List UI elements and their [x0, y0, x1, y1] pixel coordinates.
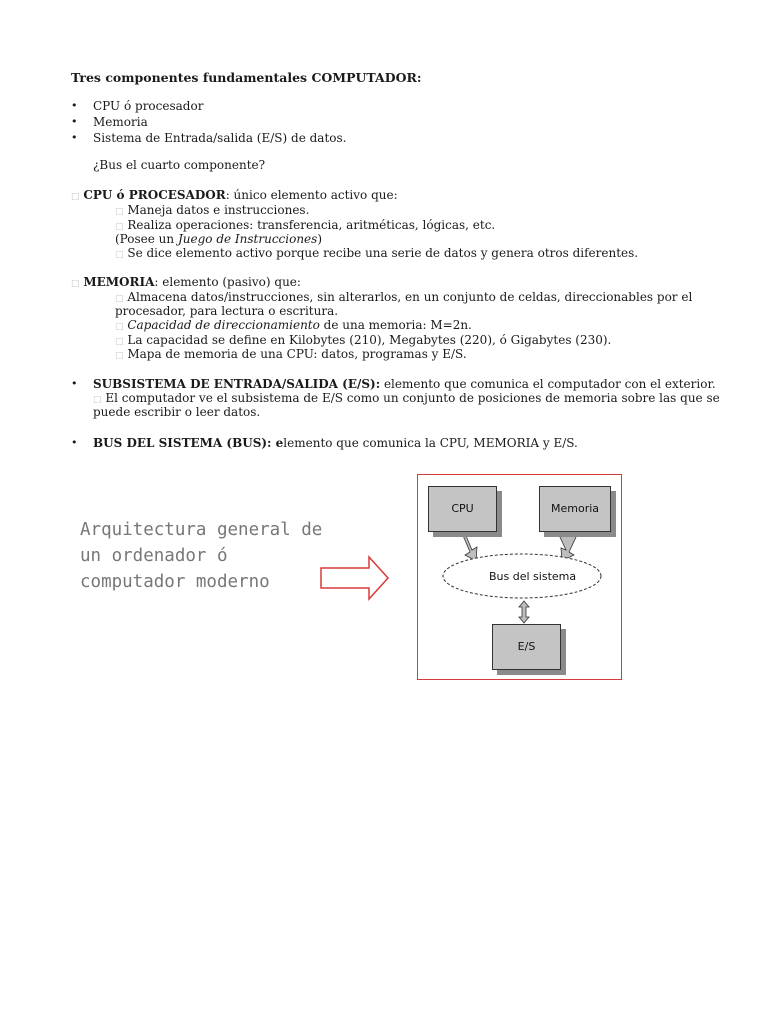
bullet-marker: •	[71, 377, 78, 390]
square-bullet-icon: □	[115, 250, 124, 260]
square-bullet-icon: □	[115, 337, 124, 347]
square-bullet-icon: □	[93, 395, 102, 405]
subsistema-colon: :	[375, 377, 381, 391]
cpu-item-3-text: Se dice elemento activo porque recibe una serie de datos y genera otros diferentes.	[127, 246, 639, 260]
bus-label: Bus del sistema	[489, 570, 577, 583]
cpu-note-pre: (Posee un	[115, 232, 178, 246]
memoria-item-3-text: La capacidad se define en Kilobytes (210), Megabytes (220), ó Gigabytes (230).	[127, 333, 612, 347]
subsistema-text: elemento que comunica el computador con el exterior.	[380, 377, 716, 391]
bus-text: lemento que comunica la CPU, MEMORIA y E/S.	[283, 436, 578, 450]
subsistema-sub-cont: puede escribir o leer datos.	[93, 405, 261, 419]
bus-heading: BUS DEL SISTEMA (BUS)	[93, 436, 268, 450]
es-box	[492, 624, 561, 670]
cpu-item-2-text: Realiza operaciones: transferencia, aritméticas, lógicas, etc.	[127, 218, 496, 232]
memoria-item-4	[115, 347, 467, 363]
cpu-item-1-text: Maneja datos e instrucciones.	[127, 203, 310, 217]
memoria-box-label: Memoria	[550, 502, 600, 515]
memoria-item-1-text: Almacena datos/instrucciones, sin alterarlos, en un conjunto de celdas, direccionables por el	[127, 290, 693, 304]
bus-colon: : e	[267, 436, 284, 450]
square-bullet-icon: □	[115, 222, 124, 232]
square-bullet-icon: □	[115, 322, 124, 332]
bullet-marker: •	[71, 131, 78, 144]
page-title: Tres componentes fundamentales COMPUTADOR:	[71, 70, 422, 85]
right-arrow-icon	[319, 555, 391, 601]
cpu-box-label: CPU	[451, 502, 474, 515]
square-bullet-icon: □	[115, 294, 124, 304]
question-text: ¿Bus el cuarto componente?	[93, 158, 266, 172]
caption-line-1: Arquitectura general de	[80, 520, 323, 540]
cpu-note	[115, 232, 322, 246]
bullet-marker: •	[71, 99, 78, 112]
cpu-note-post: )	[317, 232, 323, 246]
square-bullet-icon: □	[71, 279, 80, 289]
memoria-item-2	[115, 318, 472, 334]
memoria-intro: : elemento (pasivo) que:	[154, 275, 301, 289]
memoria-item-1-cont: procesador, para lectura o escritura.	[115, 304, 339, 318]
memoria-item-4-text: Mapa de memoria de una CPU: datos, programas y E/S.	[127, 347, 467, 361]
list-item-memoria: Memoria	[93, 115, 148, 129]
memoria-heading-line	[71, 275, 301, 291]
memoria-item-2-post: de una memoria: M=2n.	[319, 318, 472, 332]
caption-line-2: un ordenador ó	[80, 546, 228, 566]
caption-block	[80, 517, 322, 595]
es-box-label: E/S	[517, 640, 536, 653]
square-bullet-icon: □	[71, 192, 80, 202]
list-item-es: Sistema de Entrada/salida (E/S) de datos.	[93, 131, 347, 145]
memoria-box	[539, 486, 611, 532]
caption-line-3: computador moderno	[80, 572, 270, 592]
cpu-item-3	[115, 246, 638, 262]
cpu-heading: CPU ó PROCESADOR	[83, 188, 226, 202]
bullet-marker: •	[71, 436, 78, 449]
square-bullet-icon: □	[115, 351, 124, 361]
architecture-diagram	[417, 474, 622, 680]
bus-line	[93, 436, 578, 450]
memoria-item-2-em: Capacidad de direccionamiento	[127, 318, 320, 332]
memoria-heading: MEMORIA	[83, 275, 155, 289]
list-item-cpu: CPU ó procesador	[93, 99, 204, 113]
subsistema-line	[93, 377, 716, 391]
subsistema-sub-text: El computador ve el subsistema de E/S como un conjunto de posiciones de memoria sobre las que se	[105, 391, 720, 405]
cpu-item-1	[115, 203, 309, 219]
cpu-intro: : único elemento activo que:	[225, 188, 398, 202]
cpu-box	[428, 486, 497, 532]
square-bullet-icon: □	[115, 207, 124, 217]
cpu-note-em: Juego de Instrucciones	[177, 232, 318, 246]
cpu-heading-line	[71, 188, 398, 204]
subsistema-heading: SUBSISTEMA DE ENTRADA/SALIDA (E/S)	[93, 377, 376, 391]
bullet-marker: •	[71, 115, 78, 128]
